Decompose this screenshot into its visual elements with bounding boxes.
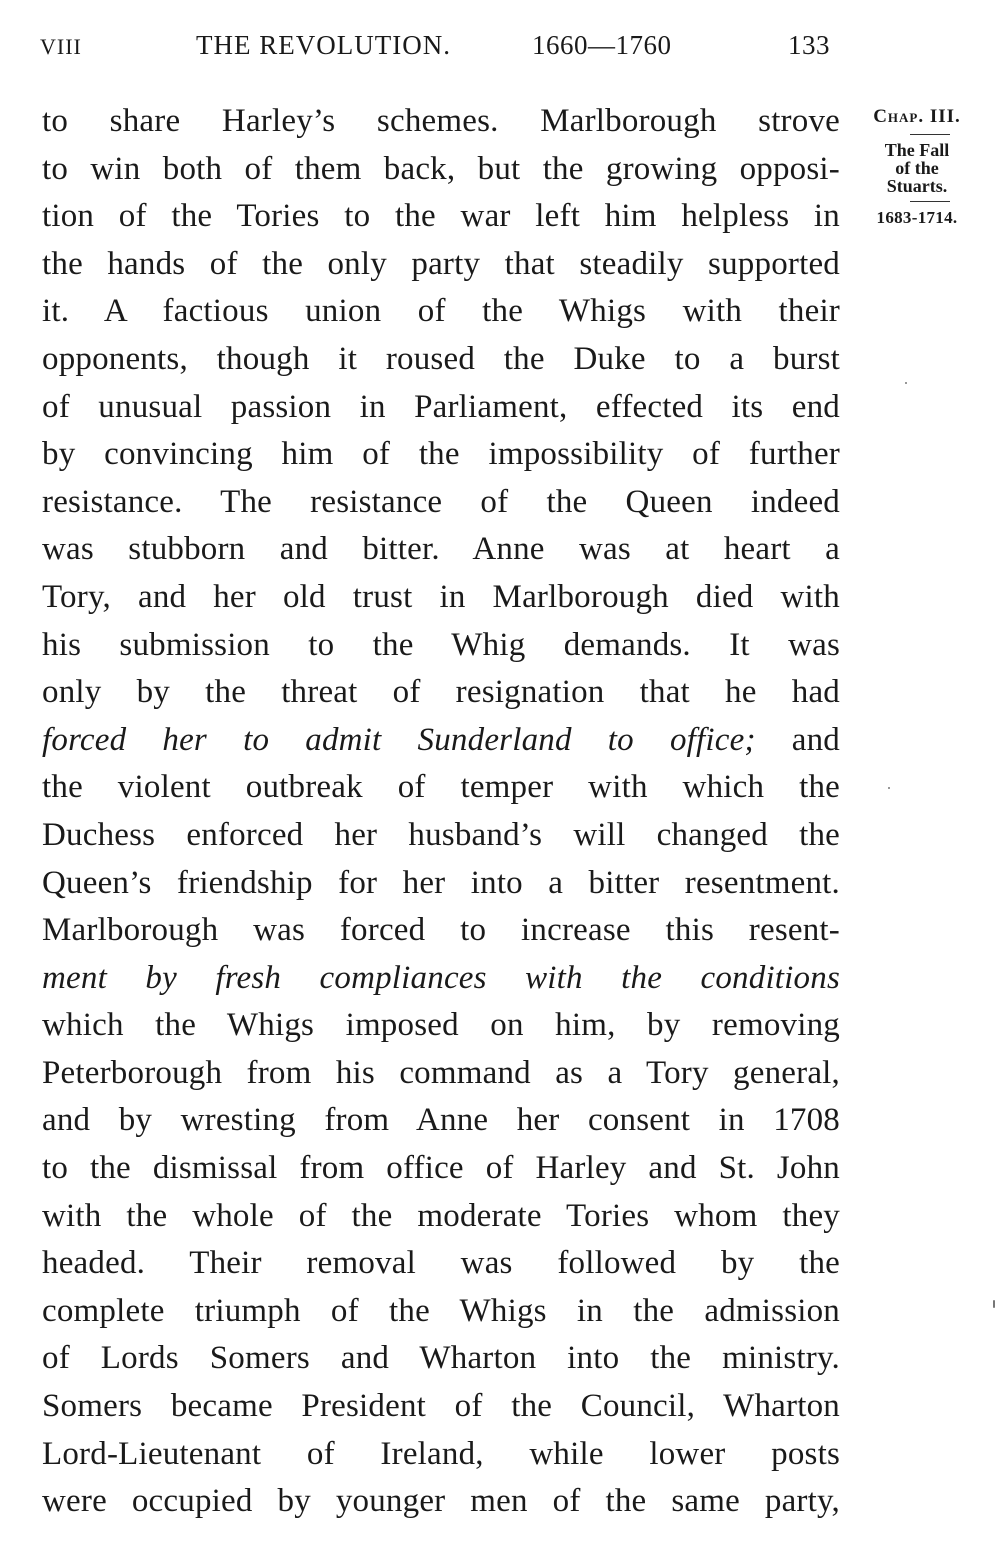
text-line: headed. Their removal was followed by the — [42, 1245, 840, 1282]
running-head — [40, 30, 840, 66]
body-text — [42, 98, 840, 1526]
page-number: 133 — [788, 30, 830, 60]
text-line: Queen’s friendship for her into a bitter resentment. — [42, 864, 840, 901]
text-line: to the dismissal from office of Harley and St. John — [42, 1150, 840, 1187]
text-line: was stubborn and bitter. Anne was at heart a — [42, 531, 840, 568]
margin-note-years: 1683-1714. — [876, 208, 958, 227]
text-line: Lord-Lieutenant of Ireland, while lower posts — [42, 1435, 840, 1472]
text-line: his submission to the Whig demands. It was — [42, 626, 840, 663]
text-line — [42, 955, 840, 1003]
italic-run: ment by fresh compliances with the conditions — [42, 959, 840, 996]
text-line: resistance. The resistance of the Queen indeed — [42, 483, 840, 520]
text-line: with the whole of the moderate Tories whom they — [42, 1197, 840, 1234]
text-line: Duchess enforced her husband’s will changed the — [42, 816, 840, 853]
text-line: Somers became President of the Council, Wharton — [42, 1388, 840, 1425]
margin-note-divider — [910, 201, 950, 202]
text-line: Tory, and her old trust in Marlborough died with — [42, 578, 840, 615]
text-line: Marlborough was forced to increase this resent- — [42, 912, 840, 949]
text-line: were occupied by younger men of the same party, — [42, 1483, 840, 1520]
margin-note-section-line: of the — [895, 158, 939, 178]
text-line: of unusual passion in Parliament, effected its end — [42, 388, 840, 425]
margin-note-section-line: The Fall — [884, 140, 950, 160]
scan-speck — [993, 1300, 995, 1308]
running-head-title: THE REVOLUTION. — [196, 30, 451, 60]
running-head-dates: 1660—1760 — [532, 30, 672, 60]
margin-note-divider — [910, 134, 950, 135]
text-line: Peterborough from his command as a Tory general, — [42, 1054, 840, 1091]
text-line: which the Whigs imposed on him, by removing — [42, 1007, 840, 1044]
text-line: to share Harley’s schemes. Marlborough strove — [42, 103, 840, 139]
margin-note-chapter: Chap. III. — [873, 106, 961, 127]
margin-note-section-line: Stuarts. — [886, 176, 948, 196]
text-line: forced her to admit Sunderland to office; and — [42, 721, 840, 758]
scan-speck — [905, 382, 907, 384]
text-line: complete triumph of the Whigs in the admission — [42, 1292, 840, 1329]
running-head-chapter: VIII — [40, 34, 82, 59]
text-line: of Lords Somers and Wharton into the ministry. — [42, 1340, 840, 1377]
text-line: and by wresting from Anne her consent in 1708 — [42, 1102, 840, 1139]
text-line: by convincing him of the impossibility of further — [42, 436, 840, 473]
text-line: only by the threat of resignation that he had — [42, 674, 840, 711]
margin-note — [852, 106, 982, 228]
italic-run: forced her to admit Sunderland to office; — [42, 721, 756, 758]
text-line: the hands of the only party that steadily supported — [42, 245, 840, 282]
text-line: opponents, though it roused the Duke to a burst — [42, 340, 840, 377]
text-line: it. A factious union of the Whigs with their — [42, 293, 840, 330]
text-line: the violent outbreak of temper with which the — [42, 769, 840, 806]
text-line: tion of the Tories to the war left him helpless in — [42, 198, 840, 235]
scan-speck — [888, 787, 890, 789]
text-line: to win both of them back, but the growing opposi- — [42, 150, 840, 187]
